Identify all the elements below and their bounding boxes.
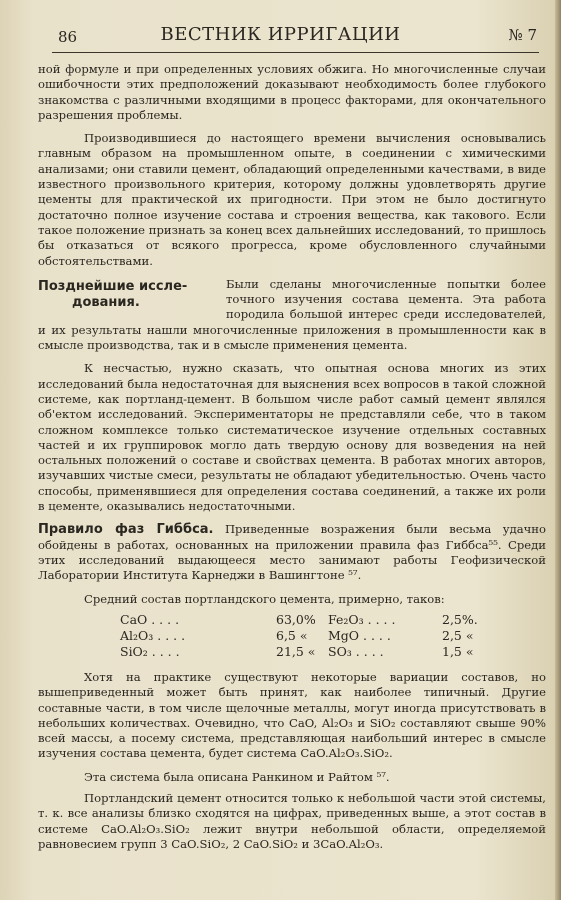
oxide-value: 6,5 « [276, 628, 308, 643]
text-block-2 [38, 670, 546, 852]
composition-table [80, 612, 520, 660]
journal-title: ВЕСТНИК ИРРИГАЦИИ [160, 24, 401, 45]
paragraph-4: К несчастью, нужно сказать, что опытная основа многих из этих исследований была недостаточная для выяснения всех вопросов в такой сложной системе, как портланд-цемент. В большом числе работ самый цемент являлся об'ектом исследований. Экспериментаторы не представляли себе, что в таком сложном комплексе только систематическое изучение отдельных составных частей и их группировок могло дать твердую основу для возведения на ней остальных положений о составе и свойствах цемента. В работах многих авторов, изучавших чистые смеси, результаты не обладают убедительностью. Очень часто способы, применявшиеся для определения состава соединений, а также их роли в цементе, оказывались недостаточными. [38, 361, 546, 514]
paragraph-5-text: Приведенные возражения были весьма удачно обойдены в работах, основанных на приложении правила фаз Гиббса⁵⁵. Среди этих исследований выдающееся место занимают работы Геофизической Лаборатории Института Карнеджи в Вашингтоне ⁵⁷. [38, 522, 546, 583]
oxide-label: SiO₂ . . . . [120, 644, 180, 659]
page-number: 86 [58, 28, 78, 46]
paragraph-7: Хотя на практике существуют некоторые вариации составов, но вышеприведенный может быть принят, как наиболее типичный. Другие составные части, в том числе щелочные металлы, могут иногда присутствовать в небольших количествах. Очевидно, что CaO, Al₂O₃ и SiO₂ составляют свыше 90% всей массы, а посему система, представляющая наибольший интерес в смысле изучения состава цемента, будет система CaO.Al₂O₃.SiO₂. [38, 670, 546, 761]
paragraph-1: ной формуле и при определенных условиях обжига. Но многочисленные случаи ошибочности этих предположений доказывают необходимость более глубокого знакомства с различными входящими в процесс факторами, для окончательного разрешения проблемы. [38, 62, 546, 122]
oxide-label: MgO . . . . [328, 628, 391, 643]
composition-row [80, 628, 520, 644]
oxide-value: 21,5 « [276, 644, 316, 659]
paragraph-8: Эта система была описана Ранкином и Райтом ⁵⁷. [84, 769, 390, 784]
section-heading-gibbs: Правило фаз Гиббса. [38, 522, 214, 538]
oxide-label: SO₃ . . . . [328, 644, 384, 659]
page-header [0, 22, 561, 46]
oxide-value: 2,5%. [442, 612, 478, 627]
paragraph-6: Средний состав портландского цемента, примерно, таков: [84, 591, 445, 606]
section-recent-research [38, 277, 546, 353]
header-rule [52, 52, 539, 53]
page-edge [555, 0, 561, 900]
composition-row [80, 612, 520, 628]
oxide-value: 63,0% [276, 612, 316, 627]
oxide-label: Fe₂O₃ . . . . [328, 612, 396, 627]
paragraph-5 [38, 522, 546, 583]
oxide-label: CaO . . . . [120, 612, 180, 627]
issue-number: № 7 [508, 26, 537, 44]
section-heading-line-2: дования. [72, 294, 140, 310]
section-heading-recent-research [38, 279, 218, 311]
paragraph-2: Производившиеся до настоящего времени вычисления основывались главным образом на промышленном опыте, в соединении с химическими анализами; они ставили цемент, обладающий определенными качествами, в виде известного произвольного критерия, которому должны удовлетворять другие цементы для практической их пригодности. При этом не было достигнуто достаточно полное изучение состава и строения вещества, как такового. Если такое положение признать за конец всех дальнейших исследований, то пришлось бы отказаться от всякого прогресса, кроме обусловленного случайными обстоятельствами. [38, 131, 546, 268]
oxide-value: 2,5 « [442, 628, 474, 643]
text-block-1 [38, 62, 546, 607]
paragraph-3: Были сделаны многочисленные попытки более точного изучения состава цемента. Эта работа породила большой интерес среди исследователей, и их результаты нашли многочисленные приложения в промышленности как в смысле производства, так и в смысле применения цемента. [38, 276, 546, 353]
oxide-value: 1,5 « [442, 644, 474, 659]
paragraph-9: Портландский цемент относится только к небольшой части этой системы, т. к. все анализы близко сходятся на цифрах, приведенных выше, а этот состав в системе CaO.Al₂O₃.SiO₂ лежит внутри небольшой области, определяемой равновесием групп 3 CaO.SiO₂, 2 CaO.SiO₂ и 3CaO.Al₂O₃. [38, 791, 546, 851]
section-heading-line-1: Позднейшие иссле- [38, 278, 188, 294]
composition-row [80, 644, 520, 660]
oxide-label: Al₂O₃ . . . . [120, 628, 186, 643]
